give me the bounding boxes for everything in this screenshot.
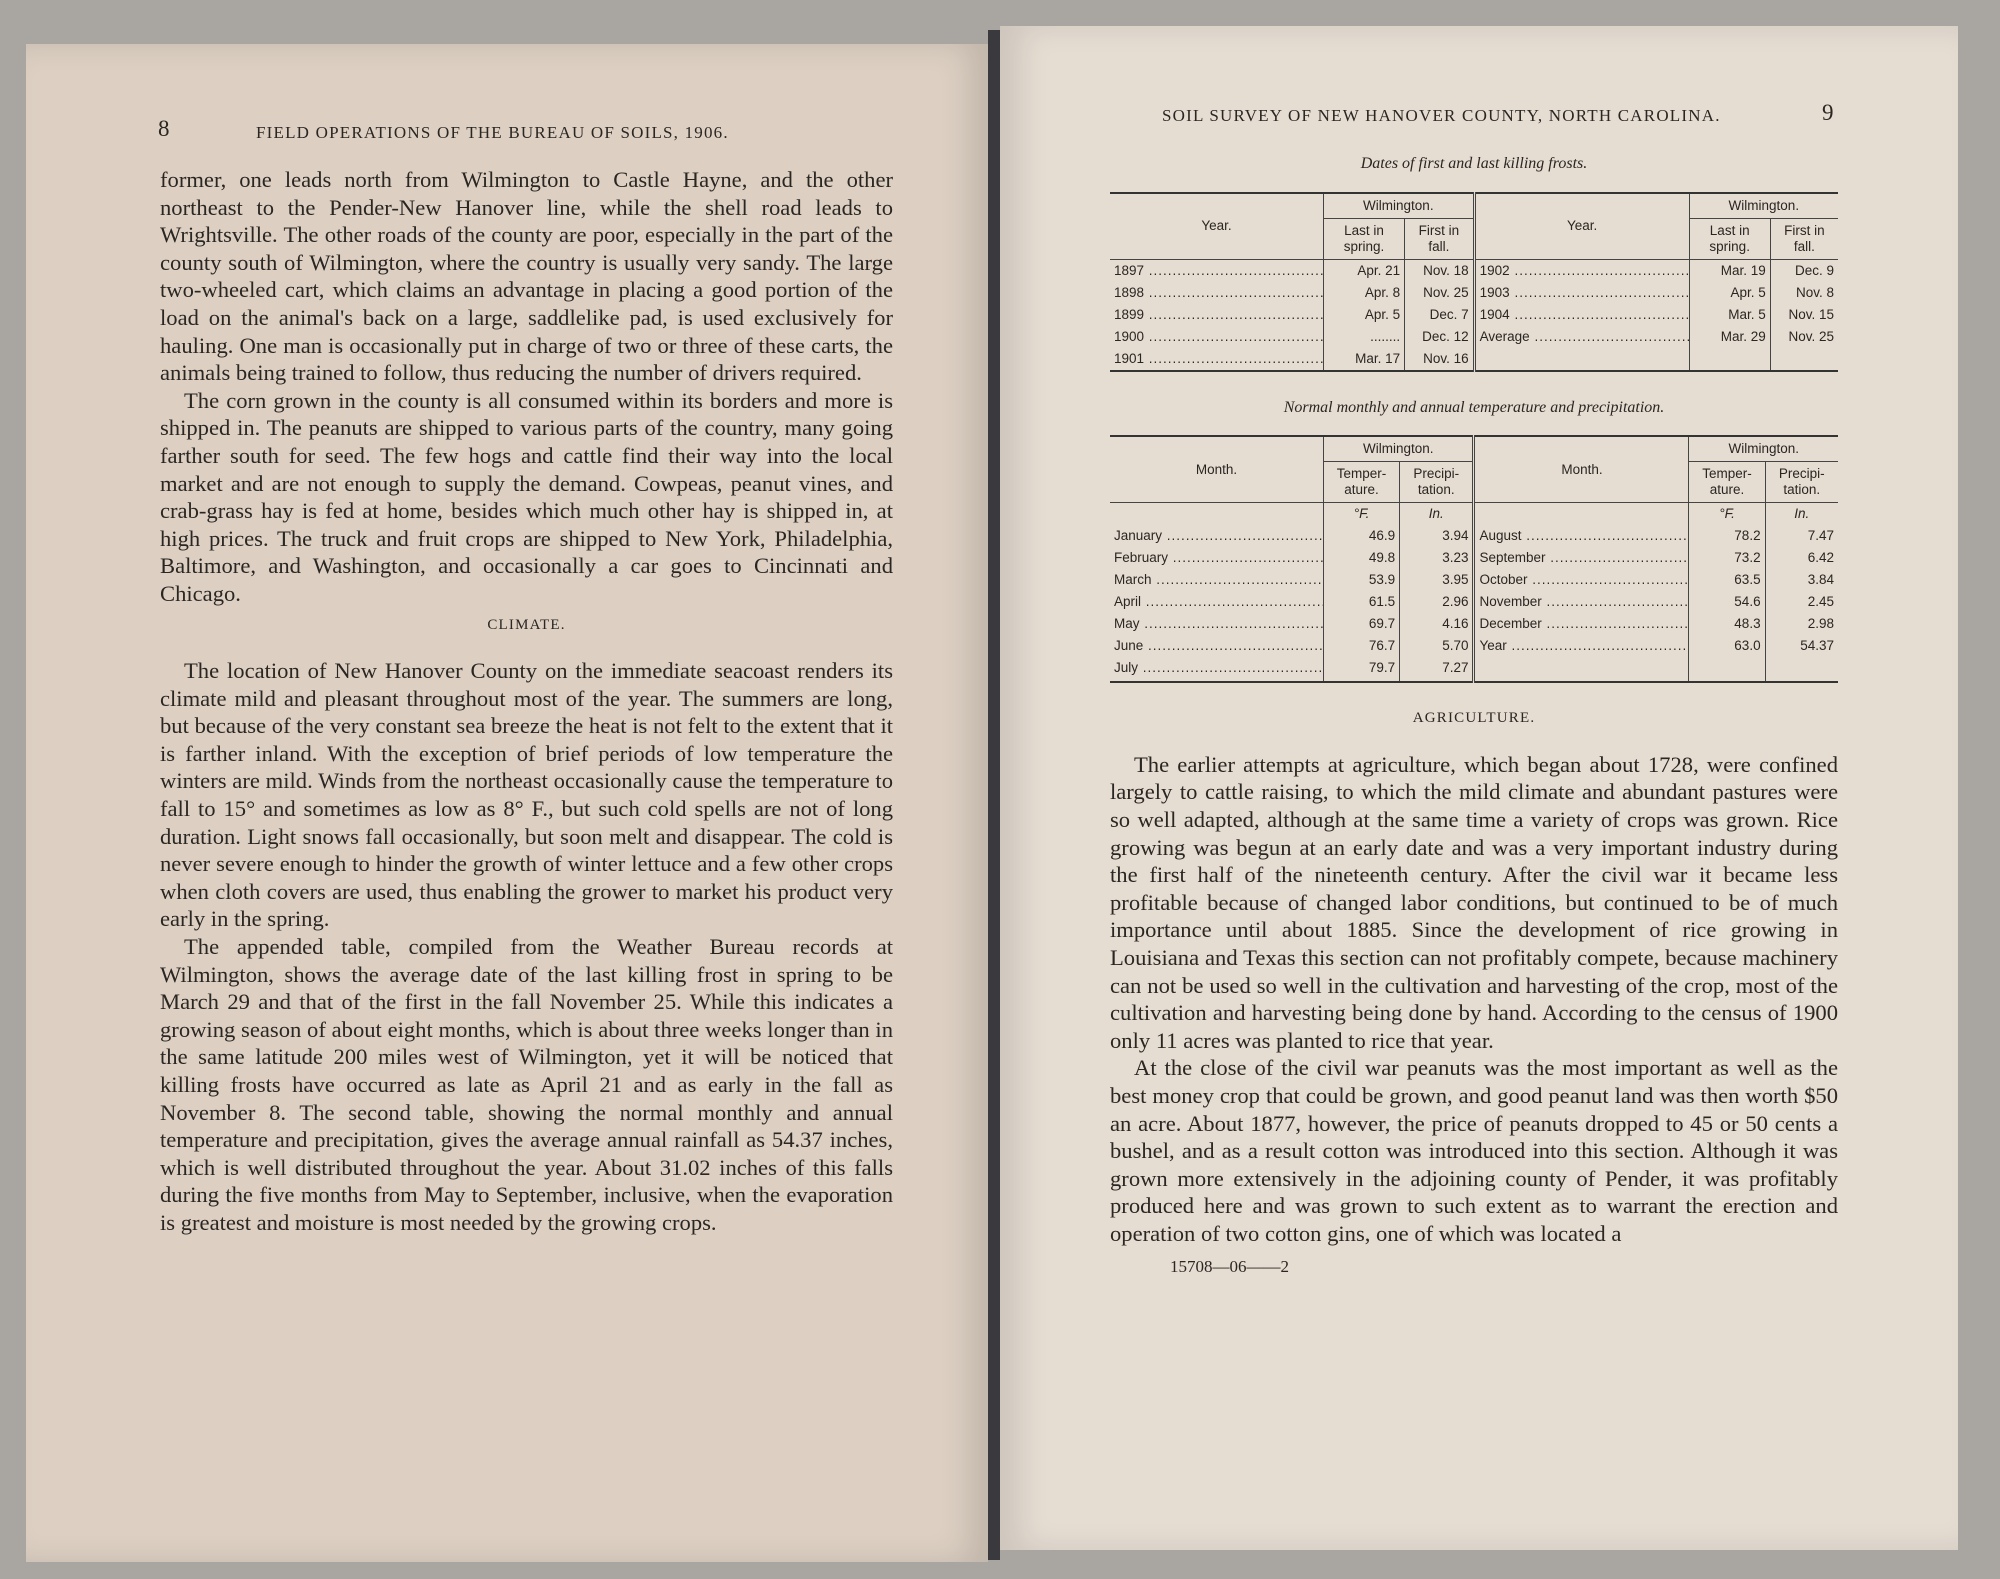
cell-value: 49.8 [1324,547,1400,569]
row-label: April ..... [1110,591,1324,613]
cell-value: ........ [1324,326,1405,348]
cell-value [1765,679,1838,682]
col-header: First in fall. [1770,218,1838,259]
row-label: 1903 ..... [1474,282,1689,304]
section-heading-agriculture: AGRICULTURE. [1412,710,1536,727]
running-head-right: SOIL SURVEY OF NEW HANOVER COUNTY, NORTH CAROLINA. [1162,106,1721,125]
climate-table [1110,435,1838,683]
table-row [1110,613,1838,635]
table-row [1110,635,1838,657]
paragraph: The location of New Hanover County on the immediate seacoast renders its climate mild and pleasant throughout most of the year. The summers are long, but because of the very constant sea breeze the heat is not felt to the extent that it is farther inland. With the exception of brief periods of low temperature the winters are mild. Winds from the northeast occasionally cause the temperature to fall to 15° and sometimes as low as 8° F., but such cold spells are not of long duration. Light snows fall occasionally, but soon melt and disappear. The cold is never severe enough to hinder the growth of winter lettuce and a few other crops when cloth covers are used, thus enabling the grower to market his product very early in the spring. [160,658,893,932]
year-header: Year. [1474,193,1689,260]
cell-value [1689,679,1765,682]
cell-value: 2.96 [1400,591,1474,613]
frost-table-caption: Dates of first and last killing frosts. [1360,155,1588,172]
row-label: October ..... [1474,569,1689,591]
page-number-left: 8 [158,116,170,141]
left-column [160,166,893,1237]
cell-value: Nov. 18 [1405,259,1475,282]
table-row [1110,679,1838,682]
cell-value: Nov. 16 [1405,348,1475,371]
table-row [1110,304,1838,326]
cell-value [1400,679,1474,682]
row-label [1110,679,1324,682]
cell-value [1770,348,1838,371]
col-header: Last in spring. [1689,218,1770,259]
station-header: Wilmington. [1324,193,1475,219]
cell-value [1689,348,1770,371]
paragraph: The corn grown in the county is all consumed within its borders and more is shipped in. The peanuts are shipped to various parts of the country, many going farther south for seed. The few hogs and cattle find their way into the local market and are not enough to supply the demand. Cowpeas, peanut vines, and crab-grass hay is fed at home, besides which much other hay is shipped in, at high prices. The truck and fruit crops are shipped to New York, Philadelphia, Baltimore, and Washington, and occasionally a car goes to Cincinnati and Chicago. [160,387,893,606]
paragraph: The earlier attempts at agriculture, which began about 1728, were confined largely to cattle raising, to which the mild climate and abundant pastures were so well adapted, although at the same time a variety of crops was grown. Rice growing was begun at an early date and was a very important industry during the first half of the nineteenth century. After the civil war it became less profitable because of changed labor conditions, but continued to be of much importance until about 1885. Since the development of rice growing in Louisiana and Texas this section can not profitably compete, because machinery can not be used so well in the cultivation and harvesting of the crop, most of the cultivation and harvesting being done by hand. According to the census of 1900 only 11 acres was planted to rice that year. [1110,751,1838,1053]
cell-value: 53.9 [1324,569,1400,591]
row-label: 1901 ..... [1110,348,1324,371]
row-label [1474,348,1689,371]
cell-value: 73.2 [1689,547,1765,569]
table-row [1110,547,1838,569]
cell-value: 63.5 [1689,569,1765,591]
paragraph: The appended table, compiled from the Weather Bureau records at Wilmington, shows the average date of the last killing frost in spring to be March 29 and that of the first in the fall November 25. While this indicates a growing season of about eight months, which is about three weeks longer than in the same latitude 200 miles west of Wilmington, yet it will be noticed that killing frosts have occurred as late as April 21 and as early in the fall as November 8. The second table, showing the normal monthly and annual temperature and precipitation, gives the average annual rainfall as 54.37 inches, which is well distributed throughout the year. About 31.02 inches of this falls during the five months from May to September, inclusive, when the evaporation is greatest and moisture is most needed by the growing crops. [160,934,893,1235]
cell-value: Dec. 7 [1405,304,1475,326]
right-column [1110,150,1838,1281]
cell-value: 61.5 [1324,591,1400,613]
cell-value: 2.45 [1765,591,1838,613]
table-row [1110,591,1838,613]
cell-value [1324,679,1400,682]
cell-value: Nov. 8 [1770,282,1838,304]
row-label: September ..... [1474,547,1689,569]
paragraph: former, one leads north from Wilmington to Castle Hayne, and the other northeast to the Pender-New Hanover line, while the shell road leads to Wrightsville. The other roads of the county are poor, especially in the part of the county south of Wilmington, where the country is usually very sandy. The large two-wheeled cart, which claims an advantage in placing a good portion of the load on the animal's back on a large, saddlelike pad, is used exclusively for hauling. One man is occasionally put in charge of two or three of these carts, the animals being trained to follow, thus reducing the number of drivers required. [160,167,893,386]
cell-value: 78.2 [1689,525,1765,547]
unit-label [1110,503,1324,526]
cell-value: 3.84 [1765,569,1838,591]
table-row [1110,348,1838,371]
col-header: Temper- ature. [1324,462,1400,503]
row-label: 1900 ..... [1110,326,1324,348]
cell-value: 63.0 [1689,635,1765,657]
paragraph: At the close of the civil war peanuts was the most important as well as the best money crop that could be grown, and good peanut land was then worth $50 an acre. About 1877, however, the price of peanuts dropped to 45 or 50 cents a bushel, and as a result cotton was introduced into this section. Although it was grown more extensively in the adjoining county of Pender, it was profitably produced here and was grown to such extent as to warrant the erection and operation of two cotton gins, one of which was located a [1110,1055,1838,1246]
station-header: Wilmington. [1689,193,1838,219]
row-label: March ..... [1110,569,1324,591]
cell-value: 2.98 [1765,613,1838,635]
table-row [1110,259,1838,282]
table-row [1110,657,1838,679]
cell-value: 79.7 [1324,657,1400,679]
book-gutter [988,30,1000,1560]
station-header: Wilmington. [1689,436,1838,462]
cell-value: 7.27 [1400,657,1474,679]
page-number-right: 9 [1822,100,1834,125]
row-label: August ..... [1474,525,1689,547]
unit-label: °F. [1324,503,1400,526]
row-label: 1899 ..... [1110,304,1324,326]
col-header: First in fall. [1405,218,1475,259]
row-label: May ..... [1110,613,1324,635]
year-header: Year. [1110,193,1324,260]
row-label [1474,657,1689,679]
cell-value: Apr. 5 [1324,304,1405,326]
cell-value: Mar. 5 [1689,304,1770,326]
cell-value: 69.7 [1324,613,1400,635]
unit-label: °F. [1689,503,1765,526]
row-label: 1897 ..... [1110,259,1324,282]
section-heading-climate: CLIMATE. [487,616,566,633]
cell-value: 5.70 [1400,635,1474,657]
station-header: Wilmington. [1324,436,1474,462]
table-row [1110,525,1838,547]
cell-value: 6.42 [1765,547,1838,569]
cell-value: Dec. 12 [1405,326,1475,348]
row-label: Year ..... [1474,635,1689,657]
row-label: July ..... [1110,657,1324,679]
cell-value: 76.7 [1324,635,1400,657]
climate-table-caption: Normal monthly and annual temperature and precipitation. [1283,398,1665,416]
row-label: December ..... [1474,613,1689,635]
cell-value: Mar. 19 [1689,259,1770,282]
running-head-left: FIELD OPERATIONS OF THE BUREAU OF SOILS, 1906. [256,123,729,142]
row-label: 1898 ..... [1110,282,1324,304]
cell-value: Nov. 25 [1405,282,1475,304]
row-label: 1902 ..... [1474,259,1689,282]
table-row [1110,282,1838,304]
col-header: Temper- ature. [1689,462,1765,503]
col-header: Precipi- tation. [1400,462,1474,503]
col-header: Precipi- tation. [1765,462,1838,503]
row-label: January ..... [1110,525,1324,547]
row-label: Average ..... [1474,326,1689,348]
cell-value: Apr. 21 [1324,259,1405,282]
cell-value: Dec. 9 [1770,259,1838,282]
month-header: Month. [1474,436,1689,503]
cell-value: 7.47 [1765,525,1838,547]
cell-value: Mar. 29 [1689,326,1770,348]
cell-value: Mar. 17 [1324,348,1405,371]
unit-label: In. [1400,503,1474,526]
cell-value: Nov. 25 [1770,326,1838,348]
unit-label [1474,503,1689,526]
row-label: June ..... [1110,635,1324,657]
unit-label: In. [1765,503,1838,526]
cell-value: 48.3 [1689,613,1765,635]
cell-value: Nov. 15 [1770,304,1838,326]
month-header: Month. [1110,436,1324,503]
signature-mark: 15708—06——2 [1170,1257,1289,1277]
row-label [1474,679,1689,682]
table-row [1110,569,1838,591]
unit-row [1110,503,1838,526]
cell-value: 3.23 [1400,547,1474,569]
row-label: February ..... [1110,547,1324,569]
table-row [1110,326,1838,348]
cell-value [1765,657,1838,679]
cell-value: 46.9 [1324,525,1400,547]
cell-value: 3.94 [1400,525,1474,547]
cell-value: 3.95 [1400,569,1474,591]
cell-value: 54.6 [1689,591,1765,613]
cell-value [1689,657,1765,679]
cell-value: 4.16 [1400,613,1474,635]
col-header: Last in spring. [1324,218,1405,259]
cell-value: Apr. 5 [1689,282,1770,304]
cell-value: Apr. 8 [1324,282,1405,304]
cell-value: 54.37 [1765,635,1838,657]
frost-table [1110,192,1838,372]
row-label: November ..... [1474,591,1689,613]
row-label: 1904 ..... [1474,304,1689,326]
